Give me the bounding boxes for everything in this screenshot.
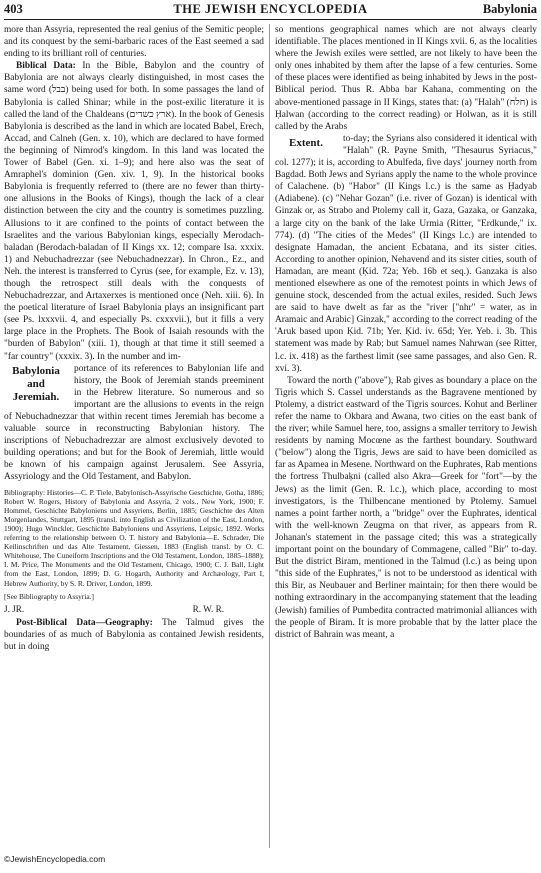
right-paragraph-3: Toward the north ("above"), Rab gives as boundary a place on the Tigris which S. Cassel understands as the Bagravene mentioned by Ptolemy, a district eastward of the Tigris sources. Kohut and Berliner refer the name to Okbara and Awana, two cities on the east bank of the river; while Samuel here, too, assigns a smaller territory to Jewish residents by naming Mocœne as the farthest boundary. Southward ("below") along the Tigris, Jews are said to have been domiciled as far as Apamea in Mesene. Northward on the Euphrates, Rab mentions the fortress Thulbaḳni (called also Akra—Greek for "fort"—by the Jews) as the limit (Gen. R. l.c.), which place, according to most investigators, is the Thilbencane mentioned by Ptolemy. Samuel names a point farther north, a "bridge" over the Euphrates, identical with the well-known Zeugma on that river, as appears from R. Johanan's statement in the passage cited; this was a strategically important point on the boundary of Commagene, called "Bir" to-day. But the district Biram, mentioned in the Talmud (l.c.) as being upon "this side of the Euphrates," is not to be understood as identical with this Bir, as Neubauer and Berliner maintain; for then there would be nothing extraordinary in the accompanying statement that the leading (Jewish) families of Pumbedita contracted matrimonial alliances with the people of Biram. It is more probable that by the latter place the district of Bahrain was meant, a	[275, 375, 537, 640]
biblical-data-paragraph	[4, 60, 264, 362]
signature-left: J. JR.	[4, 603, 25, 614]
post-biblical-text: The Talmud gives the boundaries of as much of Babylonia as contained Jewish residents, but in doing	[4, 617, 264, 652]
right-paragraph-2: to-day; the Syrians also considered it identical with "Halah" (R. Payne Smith, "Thesaurus Syriacus," col. 1277); it is, according to Abulfeda, five days' journey north from Bagdad. Both Jews and Syrians apply the name to the whole province of Calachene. (b) "Habor" (II Kings l.c.) is the same as Ḥadyab (Adiabene). (c) "Nehar Gozan" (i.e. river of Gozan) is identical with Ginzak or, as Strabo and Ptolemy call it, Gaza, Gazaka, or Ganzaka, a large city on the bank of the lake Urmia (Ritter, "Erdkunde," ix. 774). (d) "The cities of the Medes" (II Kings l.c.) are intended to designate Hamadan, the ancient Ecbatana, and its sister cities. According to another opinion, Nehavend and its sister cities, south of Hamadan, are meant (Ḳid. 72a; Yeb. 16b et seq.). Ganzaka is also mentioned elsewhere as one of the remotest points in which Jews of genuine stock, descended from the actual exiles, resided. Such Jews are said to have dwelt as far as the "river ["nhr" = water, as in Aramaic and Arabic] Ginzak," according to the correct reading of the 'Aruk based upon Ḳid. 71b; Yer. Ḳid. iv. 65d; Yer. Yeb. i. 3b. This statement was made by Rab; but Samuel names Nahrwan (see Ritter, l.c. ix. 418) as the farthest limit (see same passages, and also Gen. R. xvi. 3).	[275, 133, 537, 374]
column-divider	[269, 24, 270, 848]
footer-credit: ©JewishEncyclopedia.com	[4, 854, 106, 864]
header-rule	[4, 19, 537, 20]
left-column	[4, 24, 264, 848]
biblical-data-text: In the Bible, Babylon and the country of Babylonia are not always clearly distinguished, in most cases the same word (בבל) being used for both. In some passages the land of Babylonia is called Shinar; while in the post-exilic literature it is called the land of the Chaldeans (ארץ כשדים). In the book of Genesis Babylonia is described as the land in which are located Babel, Erech, Accad, and Calneh (Gen. x. 10), which are declared to have formed the beginning of Nimrod's kingdom. In this land was located the Tower of Babel (Gen. xi. 1–9); and here also was the seat of Amraphel's dominion (Gen. xiv. 1, 9). In the historical books Babylonia is frequently referred to (there are no fewer than thirty-one allusions in the Books of Kings), though the lack of a clear distinction between the city and the country is sometimes puzzling. Allusions to it are confined to the points of contact between the Israelites and the various Babylonian kings, especially Merodach-baladan (Berodach-baladan of II Kings xx. 12; compare Isa. xxxix. 1) and Nebuchadrezzar (see Nebuchadnezzar). In Chron., Ez., and Neh. the interest is transferred to Cyrus (see, for example, Ez. v. 13), though the retrospect still deals with the conquests of Nebuchadrezzar, and Artaxerxes is mentioned once (Neh. xiii. 6). In the poetical literature of Israel Babylonia plays an insignificant part (see Ps. lxxxvii. 4, and especially Ps. cxxxvii.), but it fills a very large place in the Prophets. The Book of Isaiah resounds with the "burden of Babylon" (xiii. 1), though at that time it still seemed a "far country" (xxxix. 3). In the number and im-	[4, 61, 264, 362]
see-bibliography: [See Bibliography to Assyria.]	[4, 591, 94, 601]
page-number: 403	[4, 2, 23, 16]
sidenote-extent: Extent.	[289, 136, 323, 149]
biblical-data-heading: Biblical Data:	[16, 61, 76, 72]
sidenote-jeremiah: Babylonia and Jeremiah.	[12, 364, 60, 403]
signatures	[4, 603, 234, 615]
bibliography: Bibliography: Histories—C. P. Tiele, Babylonisch-Assyrische Geschichte, Gotha, 1886; Robert W. Rogers, History of Babylonia and Assyria, 2 vols., New York, 1900; F. Hommel, Geschichte Babyloniens und Assyriens, Berlin, 1885; Geschichte des Alten Morgenlandes, Stuttgart, 1895 (transl. into English as Civilization of the East, London, 1900); Hugo Winckler, Geschichte Babyloniens und Assyriens, Leipsic, 1892. Works referring to the relationship between O. T. history and Babylonia—E. Schrader, Die Keilinschriften und das Alte Testament, Giessen, 1883 (English transl. by O. C. Whitehouse, The Cuneiform Inscriptions and the Old Testament, London, 1885–1888); I. M. Price, The Monuments and the Old Testament, Chicago, 1900; C. J. Ball, Light from the East, London, 1899; D. G. Hogarth, Authority and Archæology, Part I, Hebrew Authority, by S. R. Driver, London, 1899.	[4, 487, 264, 588]
right-paragraph-1: so mentions geographical names which are not always clearly identifiable. The places mentioned in II Kings xvii. 6, as the localities where the Jewish exiles were settled, are not likely to have been the only ones inhabited by them after the lapse of a few centuries. Some of these places were identified as being inhabited by Jews in the post-Biblical period. Thus R. Abba bar Kahana, commenting on the above-mentioned passage in II Kings, states that: (a) "Halah" (חלח) is Ḥalwan (according to the correct reading) or Holwan, as it is still called by the Arabs	[275, 25, 537, 132]
jeremiah-paragraph: portance of its references to Babylonian life and history, the Book of Jeremiah stands preeminent in the Hebrew literature. So numerous and so important are the allusions to events in the reign of Nebuchadnezzar that within recent times Jeremiah has become a valuable source in reconstructing Babylonian history. The inscriptions of Nebuchadrezzar are almost exclusively devoted to building operations; and but for the Book of Jeremiah, little would be known of his campaign against Jerusalem. See Assyria, Assyriology and the Old Testament, and Babylon.	[4, 363, 264, 483]
post-biblical-paragraph	[4, 617, 264, 653]
post-biblical-heading: Post-Biblical Data—Geography:	[16, 617, 153, 628]
section-title: Babylonia	[482, 2, 537, 16]
running-title: THE JEWISH ENCYCLOPEDIA	[173, 2, 368, 16]
page-header	[4, 0, 537, 18]
right-column	[275, 24, 537, 848]
left-paragraph-1: more than Assyria, represented the real genius of the Semitic people; and its conquest by the semi-barbaric races of the East seemed a sad ending to its brilliant roll of centuries.	[4, 25, 264, 60]
signature-right: R. W. R.	[192, 603, 224, 614]
